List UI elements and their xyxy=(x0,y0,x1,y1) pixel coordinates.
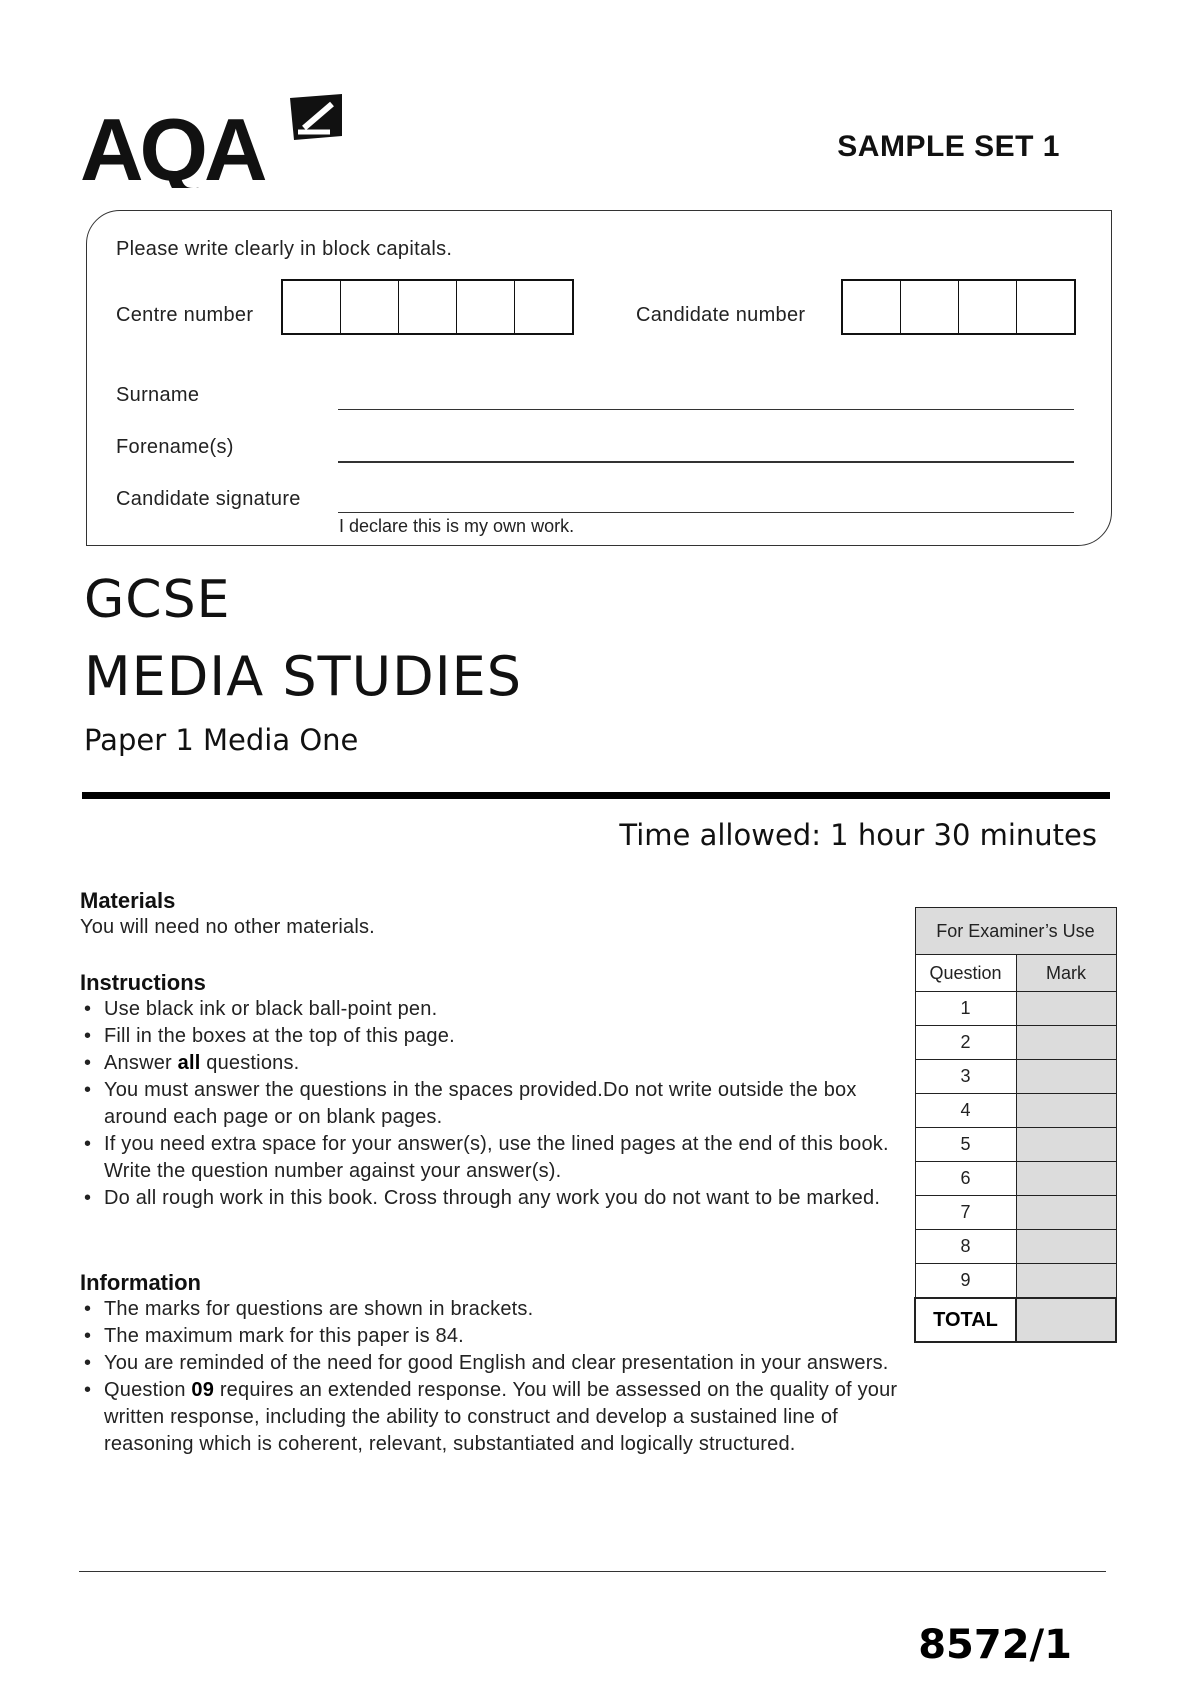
mark-cell xyxy=(1016,1162,1116,1196)
question-number: 6 xyxy=(915,1162,1016,1196)
question-number: 3 xyxy=(915,1060,1016,1094)
table-row xyxy=(915,1094,1116,1128)
examiner-use-table xyxy=(914,907,1117,1343)
candidate-number-label: Candidate number xyxy=(636,304,806,326)
sample-set-label: SAMPLE SET 1 xyxy=(837,130,1060,163)
question-number: 8 xyxy=(915,1230,1016,1264)
centre-number-digit[interactable] xyxy=(457,281,515,333)
forenames-label: Forename(s) xyxy=(116,436,234,458)
surname-label: Surname xyxy=(116,384,200,406)
centre-number-digit[interactable] xyxy=(341,281,399,333)
paper-title: Paper 1 Media One xyxy=(84,723,359,757)
information-item: • The marks for questions are shown in brackets. xyxy=(104,1296,900,1323)
signature-field[interactable] xyxy=(338,512,1074,513)
question-number: 1 xyxy=(915,992,1016,1026)
footer-divider xyxy=(79,1571,1106,1572)
mark-column-header: Mark xyxy=(1016,955,1116,992)
mark-cell xyxy=(1016,1094,1116,1128)
examiner-use-title: For Examiner’s Use xyxy=(915,908,1116,955)
centre-number-label: Centre number xyxy=(116,304,254,326)
information-item: • Question 09 requires an extended response. You will be assessed on the quality of your written response, including the ability to construct and develop a sustained line of reasoning which is coherent, relevant, substantiated and logically structured. xyxy=(104,1377,900,1458)
centre-number-digit[interactable] xyxy=(283,281,341,333)
centre-number-digit[interactable] xyxy=(515,281,572,333)
materials-heading: Materials xyxy=(80,888,176,913)
mark-cell xyxy=(1016,1264,1116,1299)
paper-code: 8572/1 xyxy=(918,1622,1072,1668)
declaration-text: I declare this is my own work. xyxy=(339,516,575,536)
information-section xyxy=(80,1269,900,1458)
mark-cell xyxy=(1016,1026,1116,1060)
instructions-list xyxy=(80,996,900,1212)
surname-field[interactable] xyxy=(338,409,1074,410)
question-column-header: Question xyxy=(915,955,1016,992)
candidate-number-digit[interactable] xyxy=(959,281,1017,333)
candidate-number-digit[interactable] xyxy=(843,281,901,333)
mark-cell xyxy=(1016,1196,1116,1230)
instruction-item: • Do all rough work in this book. Cross through any work you do not want to be marked. xyxy=(104,1185,900,1212)
title-divider xyxy=(82,792,1110,799)
question-number: 2 xyxy=(915,1026,1016,1060)
aqa-logo xyxy=(80,88,350,188)
block-capitals-instruction: Please write clearly in block capitals. xyxy=(116,238,453,260)
instructions-section xyxy=(80,969,900,1212)
mark-cell xyxy=(1016,1060,1116,1094)
information-item: • The maximum mark for this paper is 84. xyxy=(104,1323,900,1350)
centre-number-boxes[interactable] xyxy=(281,279,574,335)
time-allowed: Time allowed: 1 hour 30 minutes xyxy=(619,818,1097,852)
subject-title: MEDIA STUDIES xyxy=(84,645,523,708)
candidate-number-boxes[interactable] xyxy=(841,279,1076,335)
information-list xyxy=(80,1296,900,1458)
table-row xyxy=(915,1264,1116,1299)
table-row xyxy=(915,1230,1116,1264)
instruction-item: • You must answer the questions in the spaces provided.Do not write outside the box around each page or on blank pages. xyxy=(104,1077,900,1131)
question-number: 7 xyxy=(915,1196,1016,1230)
svg-text:AQA: AQA xyxy=(80,100,264,188)
total-row xyxy=(915,1298,1116,1342)
information-heading: Information xyxy=(80,1270,201,1295)
instruction-item: • Use black ink or black ball-point pen. xyxy=(104,996,900,1023)
table-row xyxy=(915,1196,1116,1230)
candidate-number-digit[interactable] xyxy=(901,281,959,333)
signature-label: Candidate signature xyxy=(116,488,301,510)
centre-number-digit[interactable] xyxy=(399,281,457,333)
total-label: TOTAL xyxy=(915,1298,1016,1342)
qualification-title: GCSE xyxy=(84,570,231,630)
information-item: • You are reminded of the need for good English and clear presentation in your answers. xyxy=(104,1350,900,1377)
question-number: 5 xyxy=(915,1128,1016,1162)
question-number: 9 xyxy=(915,1264,1016,1299)
table-row xyxy=(915,992,1116,1026)
question-number: 4 xyxy=(915,1094,1016,1128)
instruction-item: • Answer all questions. xyxy=(104,1050,900,1077)
materials-section xyxy=(80,887,900,941)
forenames-field[interactable] xyxy=(338,461,1074,463)
table-row xyxy=(915,1162,1116,1196)
instruction-item: • If you need extra space for your answer(s), use the lined pages at the end of this book. Write the question number against your answer(s). xyxy=(104,1131,900,1185)
table-row xyxy=(915,1060,1116,1094)
mark-cell xyxy=(1016,1128,1116,1162)
instruction-item: • Fill in the boxes at the top of this page. xyxy=(104,1023,900,1050)
candidate-number-digit[interactable] xyxy=(1017,281,1074,333)
mark-cell xyxy=(1016,992,1116,1026)
total-mark-cell xyxy=(1016,1298,1116,1342)
table-row xyxy=(915,1128,1116,1162)
table-row xyxy=(915,1026,1116,1060)
instructions-heading: Instructions xyxy=(80,970,206,995)
materials-text: You will need no other materials. xyxy=(80,916,375,938)
mark-cell xyxy=(1016,1230,1116,1264)
